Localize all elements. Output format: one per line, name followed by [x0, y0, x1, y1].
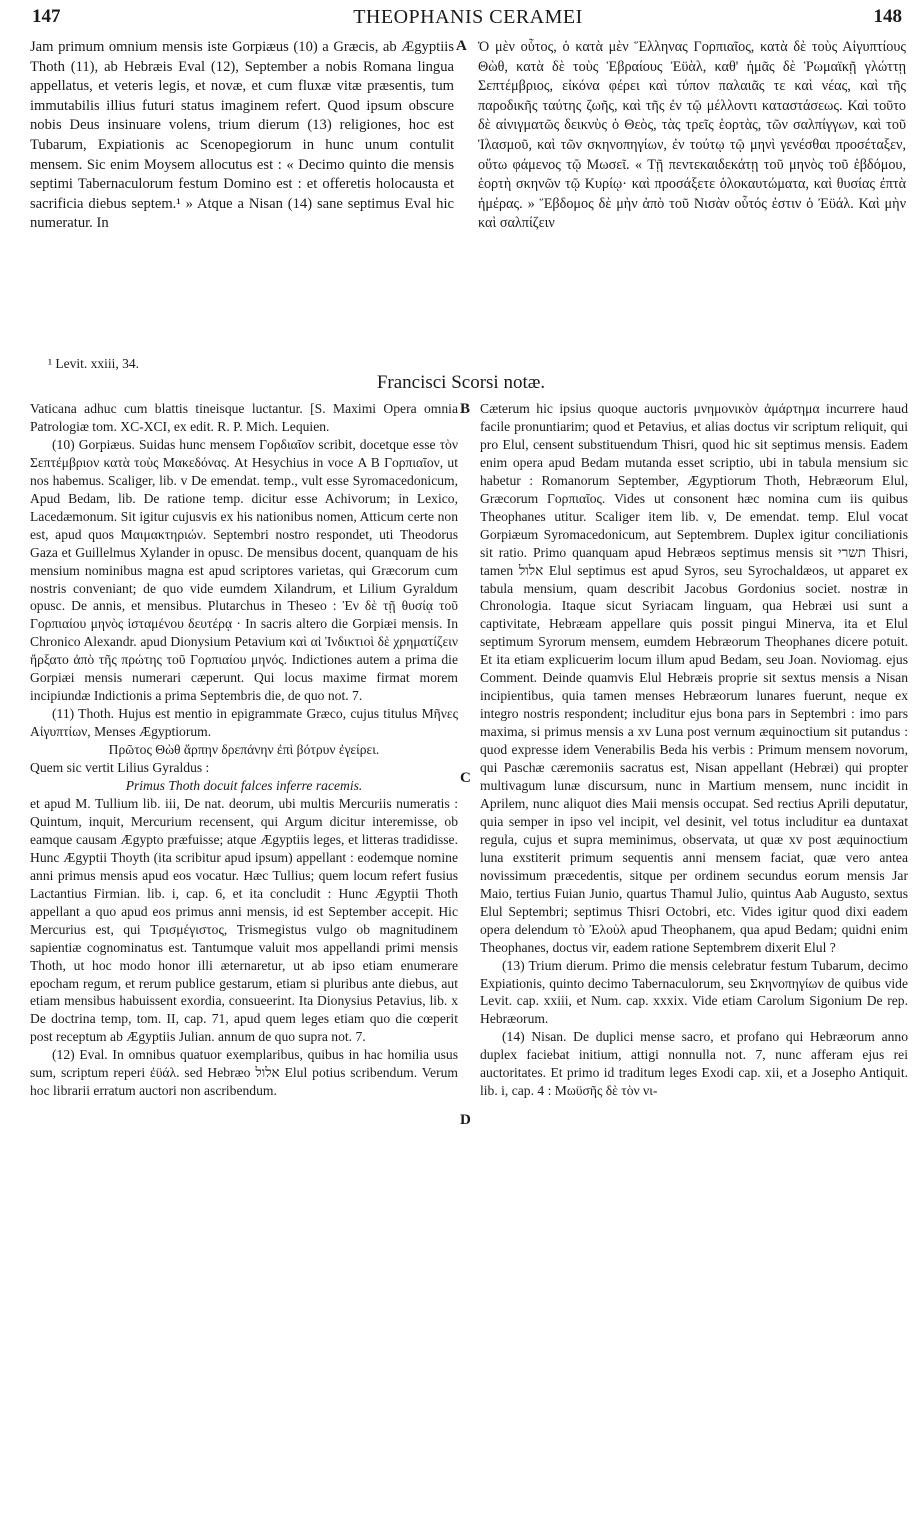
note-paragraph: et apud M. Tullium lib. iii, De nat. deorum, ubi multis Mercuriis numeratis : Quintum, inquit, Mercurium recensent, qui Argum dicitur interemisse, ob eamque causam Ægypto præfuisse; atque Ægyptiis leges, et litteras tradidisse. Hunc Ægyptii Thoyth (ita scribitur apud ipsum) appellant : eodemque nomine anni primus mensis apud eos vocatur. Hæc Tullius; quem locum refert fusius Lactantius Firmian. lib. i, cap. 6, et ita concludit : Hunc Ægyptii Thoth appellant a quo apud eos primus anni mensis, id est September accepit. Hic Mercurius est, qui Τρισμέγιστος, Trismegistus vulgo ob magnitudinem sapientiæ cognominatus est. Tantumque valuit mos appellandi primi mensis Thoth, ut hoc modo honor illi æternaretur, ut ab ipso etiam enumerare epocham regum, et rerum publice gestarum, etiam si pluribus ante diebus, aut etiam mensibus habuissent exordia, consueerint. Ita Dionysius Petavius, lib. x De doctrina temp, tom. II, cap. 71, apud quem leges etiam quo die cœperit post receptum ab Ægyptiis Julian. annum de quo supra not. 7.	[30, 795, 458, 1045]
running-header	[28, 4, 908, 32]
margin-letter-b: B	[460, 401, 471, 417]
margin-letter-d: D	[460, 1112, 471, 1128]
note-paragraph: (12) Eval. In omnibus quatuor exemplaribus, quibus in hac homilia usus sum, scriptum reperi ἐϋάλ. sed Hebræo אלול Elul potius scribendum. Verum hoc librarii erratum auctori non ascribendum.	[30, 1047, 458, 1099]
latin-verse: Primus Thoth docuit falces inferre racemis.	[125, 778, 363, 794]
left-page-number: 147	[32, 6, 61, 27]
latin-text-column	[30, 38, 454, 234]
notes-left-column	[30, 400, 458, 1100]
margin-letter-a: A	[456, 38, 467, 54]
note-paragraph: Vaticana adhuc cum blattis tineisque luctantur. [S. Maximi Opera omnia Patrologiæ tom. XC-XCI, ex edit. R. P. Mich. Lequien.	[30, 401, 458, 434]
note-paragraph: Quem sic vertit Lilius Gyraldus :	[30, 760, 210, 776]
note-paragraph: Cæterum hic ipsius quoque auctoris μνημονικὸν ἁμάρτημα incurrere haud facile pronuntiarim; quod et Petavius, et alias doctus vir scriptum reliquit, qui pro Elul, censent substituendum Thisri, quod hic sit septimus mensis. Eadem enim opera apud Bedam mutanda esset scriptio, ubi in tabula mensium sic habetur : Romanorum September, Ægyptiorum Thoth, Hebræorum Elul, Græcorum Γορπιαῖος. Vides ut consonent hæc nomina cum iis quibus Theophanes utitur. Scaliger item lib. v, De emendat. temp. Elul vocat Gorpiæum Syromacedonicum, aut Septembrem. Duplex igitur conciliationis sit ratio. Primo quanquam apud Hebræos septimus mensis sit תשרי Thisri, tamen אלול Elul septimus est apud Syros, seu Syrochaldæos, ut apparet ex tabula mensium, quam describit Jacobus Gordonius societ. nostræ in Chronologia. Itaque sicut Syriacam linguam, qua Hebræi usi sunt a captivitate, Hebræam appellare quis possit pingui Minerva, ita et Elul septimum Syrorum mensem, eumdem Hebræorum Theophanes dicere potuit. Et ita etiam explicuerim locum illum apud Bedam, seu Joan. Noviomag. ejus Comment. Deinde quamvis Elul Hebræis proprie sit sextus mensis a Nisan incipientibus, quia tamen menses Hebræorum lunares fuerunt, neque ex integro nostris respondent; includitur ejus bona pars in Septembri : imo pars maxima, si primus mensis a xv Luna post vernum æquinoctium sit putandus : quod expresse idem Venerabilis Beda his verbis : Primum mensem novorum, qui Paschæ cæremoniis sacratus est, Nisan appellant (Hebræi) qui propter multivagum lunæ discursum, nunc in Martium mensem, nunc incidit in Aprilem, nunc aliquot dies Maii mensis occupat. Sed rectius Aprili deputatur, quia semper in ipso vel incipit, vel desinit, vel totus includitur ea duntaxat regula, cujus et supra meminimus, observata, ut quæ xv post æquinoctium luna exstiterit primum sequentis anni mensem faciat, quæ vero antea novissimum præcedentis, sitque per ordinem secundus eorum mensis Jar Maio, tertius Fuian Junio, quartus Thamul Julio, quintus Aab Augusto, sextus Elul Septembri; septimus Thisri Octobri, etc. Vides igitur quod dixi eadem opera delendum τὸ Ἐλοὺλ apud Theophanem, qua apud Bedam; quidni enim Theophanes, doctus vir, eadem ratione Septembrem dixerit Elul ?	[480, 401, 908, 955]
greek-text-column	[478, 38, 906, 234]
greek-paragraph: Ὁ μὲν οὗτος, ὁ κατὰ μὲν Ἕλληνας Γορπιαῖος, κατὰ δὲ τοὺς Αἰγυπτίους Θὼθ, κατὰ δὲ τοὺς Ἑβραίους Ἐϋὰλ, καθ' ἡμᾶς δὲ Ῥωμαϊκῇ γλώττῃ Σεπτέμβριος, εἰκόνα φέρει καὶ τύπον παλαιᾶς τε καὶ νέας, καὶ τῆς παροδικῆς ταύτης ζωῆς, καὶ τῆς ἐν τῷ μέλλοντι καταστάσεως. Καὶ τοῦτο δὲ αἰνιγματῶς δεικνὺς ὁ Θεὸς, τὰς τρεῖς ἑορτὰς, τῶν σαλπίγγων, καὶ τοῦ Ἱλασμοῦ, καὶ τῶν σκηνοπηγίων, ἐν τούτῳ τῷ μηνὶ γενέσθαι προσέταξεν, οὕτω φάμενος τῷ Μωσεῖ. « Τῇ πεντεκαιδεκάτῃ τοῦ μηνὸς τοῦ ἑβδόμου, ἑορτὴ σκηνῶν τῷ Κυρίῳ· καὶ προσάξετε ὁλοκαυτώματα, καὶ θυσίας ἐπτὰ ἡμέρας. » Ἕβδομος δὲ μὴν ἀπὸ τοῦ Νισὰν οὗτός ἐστιν ὁ Ἐϋάλ. Καὶ μὴν καὶ σαλπίζειν	[478, 39, 906, 232]
notes-heading: Francisci Scorsi notæ.	[376, 372, 546, 393]
margin-letter-c: C	[460, 770, 471, 786]
footnote: ¹ Levit. xxiii, 34.	[48, 356, 140, 371]
note-paragraph: (11) Thoth. Hujus est mentio in epigrammate Græco, cujus titulus Μῆνες Αἰγυπτίων, Menses Ægyptiorum.	[30, 706, 458, 740]
latin-paragraph: Jam primum omnium mensis iste Gorpiæus (10) a Græcis, ab Ægyptiis Thoth (11), ab Hebræis Eval (12), September a nobis Romana lingua appellatus, et veteris legis, et novæ, et cum fluxæ vitæ præsentis, tum immutabilis illius futuri status imaginem refert. Quod ipsum obscure nobis Deus insinuare volens, trium dierum (13) religiones, hoc est Tubarum, Expiationis ac Scenopegiorum in hunc unum contulit mensem. Sic enim Moysem allocutus est : « Decimo quinto die mensis septimi Tabernaculorum festum Domino est : et offeretis holocausta et sacrificia diebus septem.¹ » Atque a Nisan (14) sane septimus Eval hic numeratur. In	[30, 39, 454, 232]
note-paragraph: (10) Gorpiæus. Suidas hunc mensem Γορδιαῖον scribit, docetque esse τὸν Σεπτέμβριον κατὰ τοὺς Μακεδόνας. At Hesychius in voce Α Β Γορπιαῖον, ut nos habemus. Scaliger, lib. v De emendat. temp., vult esse Syromacedonicum, Apud Bedam, lib. De ratione temp. dicitur esse Achivorum; in Lexico, Lacedæmonum. Sit igitur cujusvis ex his nationibus nomen, Atticum certe non est, apud quos Μαιμακτηριών. Septembri nostro respondet, uti Theodorus Gaza et Guillelmus Xylander in opusc. De mensibus docent, quanquam de his mensium nominibus magna est apud scriptores varietas, qui Græcorum cum nostris conveniant; de quo vide eumdem Xilandrum, et Lilium Gyraldum opusc. De annis, et mensibus. Plutarchus in Theseo : Ἐν δὲ τῇ θυσίᾳ τοῦ Γορπιαίου μηνὸς ἱσταμένου δευτέρᾳ · In sacris altero die Gorpiæi mensis. In Chronico Alexandr. apud Dionysium Petavium καὶ αἱ Ἰνδικτιοὶ δὲ χρηματίζειν ἤρξατο ἀπὸ τῆς πρώτης τοῦ Γορπιαίου μηνός. Indictiones autem a prima die Gorpiæi mensis numerari cæperunt. Qui locus maxime firmat morem incipiundæ Indictionis a prima Septembris die, de quo not. 7.	[30, 436, 458, 704]
greek-verse: Πρῶτος Θὼθ ἅρπην δρεπάνην ἐπὶ βότρυν ἐγείρει.	[108, 742, 380, 758]
note-paragraph: (13) Trium dierum. Primo die mensis celebratur festum Tubarum, decimo Expiationis, quinto decimo Tabernaculorum, seu Σκηνοπηγίων de quibus vide Levit. cap. xxiii, et Num. cap. xxxix. Vide etiam Carolum Sigonium De rep. Hebræorum.	[480, 957, 908, 1027]
note-paragraph: (14) Nisan. De duplici mense sacro, et profano qui Hebræorum anno duplex faciebat initium, attigi nonnulla not. 7, nunc afferam ejus rei auctoritates. Et primo id traditum leges Exodi cap. xii, et a Josepho Antiquit. lib. i, cap. 4 : Μωϋσῆς δὲ τὸν νι-	[480, 1029, 908, 1099]
running-title: THEOPHANIS CERAMEI	[353, 6, 583, 28]
right-page-number: 148	[873, 6, 902, 27]
notes-right-column	[480, 400, 908, 1100]
